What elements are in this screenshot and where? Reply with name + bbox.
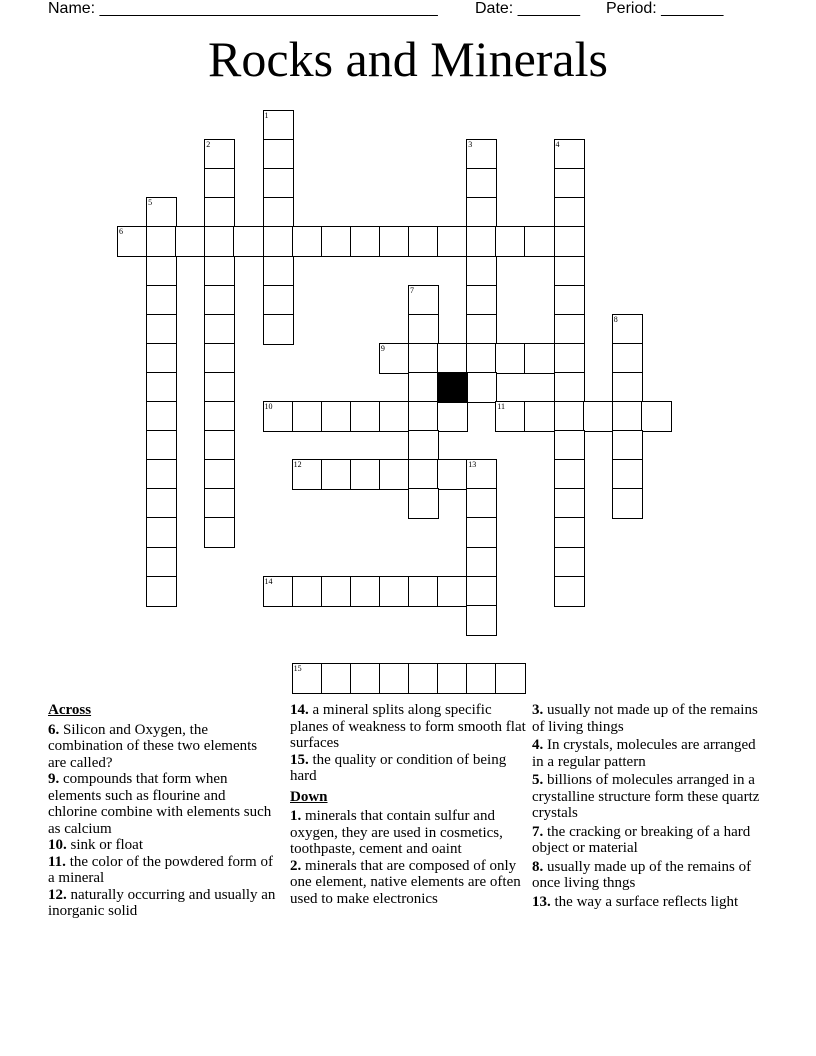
grid-cell[interactable] (408, 576, 439, 607)
grid-cell[interactable] (612, 459, 643, 490)
grid-cell[interactable] (146, 576, 177, 607)
grid-cell[interactable] (466, 663, 497, 694)
grid-cell[interactable] (350, 226, 381, 257)
clue-down-3: 3. usually not made up of the remains of living things (532, 702, 758, 735)
grid-cell[interactable] (437, 663, 468, 694)
grid-cell[interactable] (146, 197, 177, 228)
grid-cell[interactable] (379, 459, 410, 490)
grid-cell[interactable] (612, 343, 643, 374)
grid-cell[interactable] (321, 459, 352, 490)
grid-cell[interactable] (612, 430, 643, 461)
grid-cell[interactable] (263, 110, 294, 141)
clue-across-14: 14. a mineral splits along specific planes of weakness to form smooth flat surfaces (290, 702, 526, 751)
grid-cell[interactable] (408, 663, 439, 694)
grid-cell[interactable] (466, 488, 497, 519)
grid-cell[interactable] (466, 372, 497, 403)
grid-cell[interactable] (524, 343, 555, 374)
clue-column-1 (48, 702, 278, 920)
grid-cell[interactable] (408, 343, 439, 374)
grid-cell[interactable] (524, 401, 555, 432)
date-field-label[interactable]: Date: _______ (475, 0, 580, 17)
grid-cell[interactable] (554, 488, 585, 519)
clue-number: 3 (468, 140, 473, 150)
grid-cell[interactable] (554, 459, 585, 490)
grid-cell[interactable] (321, 576, 352, 607)
page-title: Rocks and Minerals (208, 31, 608, 87)
clue-across-11: 11. the color of the powdered form of a mineral (48, 853, 273, 886)
clue-across-9: 9. compounds that form when elements such as flourine and chlorine combine with elements such as calcium (48, 771, 272, 837)
grid-cell[interactable] (554, 226, 585, 257)
grid-cell[interactable] (437, 459, 468, 490)
grid-cell[interactable] (554, 256, 585, 287)
grid-cell[interactable] (437, 576, 468, 607)
grid-cell[interactable] (350, 459, 381, 490)
grid-cell[interactable] (321, 401, 352, 432)
grid-cell[interactable] (350, 663, 381, 694)
grid-cell[interactable] (379, 343, 410, 374)
clue-number: 8 (613, 314, 618, 324)
grid-cell[interactable] (408, 430, 439, 461)
grid-cell[interactable] (408, 372, 439, 403)
grid-cell[interactable] (554, 517, 585, 548)
name-field-label[interactable]: Name: ______________________________________ (48, 0, 438, 17)
grid-cell[interactable] (263, 285, 294, 316)
grid-cell[interactable] (204, 430, 235, 461)
grid-cell[interactable] (466, 197, 497, 228)
grid-cell[interactable] (263, 226, 294, 257)
clue-number: 6 (119, 227, 123, 237)
grid-cell[interactable] (408, 285, 439, 316)
grid-cell[interactable] (292, 401, 323, 432)
grid-cell[interactable] (495, 343, 526, 374)
grid-cell[interactable] (408, 488, 439, 519)
clue-column-3 (532, 702, 768, 910)
grid-cell[interactable] (379, 401, 410, 432)
clue-down-1: 1. minerals that contain sulfur and oxygen, they are used in cosmetics, toothpaste, cement and oaint (290, 808, 503, 857)
grid-cell[interactable] (408, 459, 439, 490)
grid-cell[interactable] (146, 226, 177, 257)
grid-cell[interactable] (204, 401, 235, 432)
grid-cell[interactable] (146, 430, 177, 461)
grid-cell[interactable] (466, 256, 497, 287)
clue-column-2 (290, 702, 526, 907)
clue-number: 10 (264, 402, 273, 411)
grid-cell[interactable] (554, 547, 585, 578)
grid-cell[interactable] (263, 139, 294, 170)
clue-down-7: 7. the cracking or breaking of a hard object or material (532, 823, 751, 856)
grid-cell[interactable] (466, 517, 497, 548)
grid-cell[interactable] (204, 343, 235, 374)
grid-cell[interactable] (554, 343, 585, 374)
grid-cell[interactable] (175, 226, 206, 257)
grid-cell[interactable] (554, 430, 585, 461)
grid-cell[interactable] (437, 226, 468, 257)
clue-number: 12 (293, 460, 302, 470)
grid-cell[interactable] (554, 576, 585, 607)
grid-cell[interactable] (379, 576, 410, 607)
clue-number: 4 (555, 140, 560, 150)
clue-number: 15 (293, 663, 302, 673)
grid-cell[interactable] (321, 663, 352, 694)
grid-cell[interactable] (204, 372, 235, 403)
grid-cell[interactable] (204, 314, 235, 345)
grid-cell[interactable] (554, 285, 585, 316)
grid-cell[interactable] (612, 372, 643, 403)
grid-cell[interactable] (350, 401, 381, 432)
grid-cell[interactable] (379, 663, 410, 694)
grid-cell[interactable] (437, 401, 468, 432)
grid-cell[interactable] (146, 488, 177, 519)
grid-cell[interactable] (204, 488, 235, 519)
grid-cell[interactable] (263, 314, 294, 345)
clue-number: 9 (380, 343, 385, 353)
grid-cell[interactable] (524, 226, 555, 257)
clue-across-10: 10. sink or float (48, 837, 143, 853)
across-heading: Across (48, 702, 92, 718)
clue-down-4: 4. In crystals, molecules are arranged in a regular pattern (532, 737, 756, 770)
grid-cell[interactable] (204, 285, 235, 316)
grid-cell[interactable] (204, 256, 235, 287)
grid-cell[interactable] (292, 459, 323, 490)
grid-cell[interactable] (263, 256, 294, 287)
grid-cell[interactable] (204, 459, 235, 490)
clue-number: 5 (148, 198, 153, 208)
grid-cell[interactable] (146, 285, 177, 316)
grid-cell[interactable] (641, 401, 672, 432)
clue-number: 13 (468, 460, 477, 470)
grid-cell[interactable] (146, 459, 177, 490)
grid-cell[interactable] (466, 576, 497, 607)
grid-cell[interactable] (292, 663, 323, 694)
grid-cell[interactable] (146, 372, 177, 403)
grid-cell[interactable] (146, 547, 177, 578)
grid-cell[interactable] (495, 663, 526, 694)
clue-number: 14 (264, 576, 273, 586)
grid-cell[interactable] (117, 226, 148, 257)
down-heading: Down (290, 788, 328, 805)
grid-cell[interactable] (408, 226, 439, 257)
grid-cell[interactable] (612, 314, 643, 345)
clue-across-6: 6. Silicon and Oxygen, the combination of these two elements are called? (48, 721, 258, 771)
clue-down-8: 8. usually made up of the remains of once living thngs (532, 858, 752, 891)
grid-cell[interactable] (554, 401, 585, 432)
grid-cell[interactable] (495, 226, 526, 257)
grid-cell[interactable] (204, 517, 235, 548)
grid-cell[interactable] (495, 401, 526, 432)
grid-cell[interactable] (437, 343, 468, 374)
period-field-label[interactable]: Period: _______ (606, 0, 724, 17)
grid-cell[interactable] (204, 226, 235, 257)
grid-cell[interactable] (466, 314, 497, 345)
grid-cell[interactable] (204, 139, 235, 170)
grid-cell[interactable] (263, 401, 294, 432)
grid-cell[interactable] (146, 314, 177, 345)
grid-cell[interactable] (554, 314, 585, 345)
grid-cell[interactable] (321, 226, 352, 257)
grid-cell[interactable] (554, 139, 585, 170)
clue-number: 1 (264, 111, 269, 120)
clue-down-13: 13. the way a surface reflects light (532, 893, 739, 910)
grid-cell[interactable] (466, 343, 497, 374)
black-square (437, 372, 468, 403)
clue-across-12: 12. naturally occurring and usually an inorganic solid (48, 886, 276, 919)
grid-cell[interactable] (466, 139, 497, 170)
grid-cell[interactable] (292, 576, 323, 607)
grid-cell[interactable] (466, 605, 497, 636)
grid-cell[interactable] (466, 459, 497, 490)
clue-down-5: 5. billions of molecules arranged in a crystalline structure form these quartz crystals (532, 772, 760, 821)
clue-across-15: 15. the quality or condition of being hard (290, 751, 507, 784)
grid-cell[interactable] (466, 285, 497, 316)
grid-cell[interactable] (466, 226, 497, 257)
grid-cell[interactable] (408, 401, 439, 432)
grid-cell[interactable] (612, 488, 643, 519)
grid-cell[interactable] (350, 576, 381, 607)
clue-down-2: 2. minerals that are composed of only one element, native elements are often used to make electronics (290, 857, 521, 907)
grid-cell[interactable] (146, 343, 177, 374)
grid-cell[interactable] (146, 256, 177, 287)
grid-cell[interactable] (263, 576, 294, 607)
grid-cell[interactable] (408, 314, 439, 345)
grid-cell[interactable] (379, 226, 410, 257)
grid-cell[interactable] (554, 372, 585, 403)
grid-cell[interactable] (204, 197, 235, 228)
grid-cell[interactable] (612, 401, 643, 432)
clue-number: 2 (206, 140, 211, 150)
grid-cell[interactable] (146, 517, 177, 548)
grid-cell[interactable] (292, 226, 323, 257)
grid-cell[interactable] (263, 168, 294, 199)
grid-cell[interactable] (466, 168, 497, 199)
grid-cell[interactable] (263, 197, 294, 228)
grid-cell[interactable] (583, 401, 614, 432)
grid-cell[interactable] (554, 168, 585, 199)
grid-cell[interactable] (233, 226, 264, 257)
grid-cell[interactable] (466, 547, 497, 578)
clue-number: 7 (410, 285, 414, 295)
grid-cell[interactable] (554, 197, 585, 228)
clue-number: 11 (497, 402, 505, 411)
grid-cell[interactable] (204, 168, 235, 199)
grid-cell[interactable] (146, 401, 177, 432)
